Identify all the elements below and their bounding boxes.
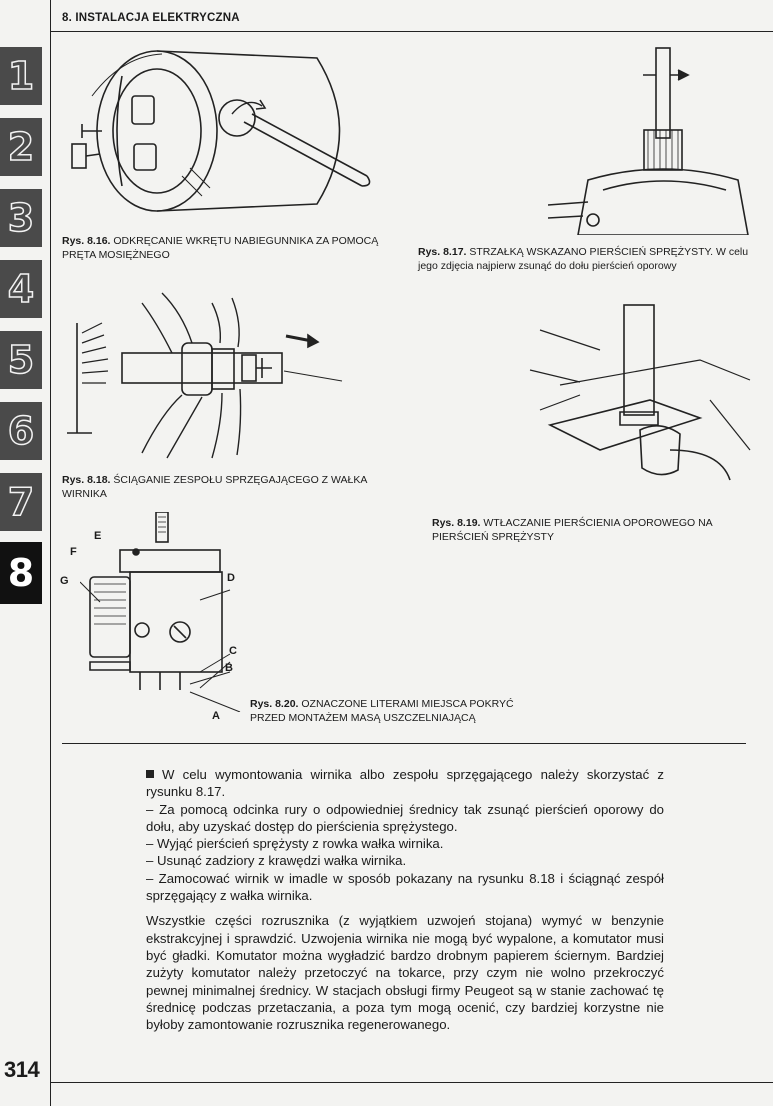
caption-number: Rys. 8.20.	[250, 698, 299, 710]
square-bullet-icon	[146, 770, 154, 778]
caption-text: ŚCIĄGANIE ZESPOŁU SPRZĘGAJĄCEGO Z WAŁKA WIRNIKA	[62, 474, 367, 500]
chapter-tab-1: 1	[0, 47, 42, 105]
figure-8-17-snap-ring	[548, 40, 753, 235]
caption-number: Rys. 8.16.	[62, 235, 111, 247]
body-paragraph: Wszystkie części rozrusznika (z wyjątkiem uzwojeń stojana) wymyć w benzynie ekstrakcyjnej i sprawdzić. Uzwojenia wirnika nie mogą być wypalone, a komutator musi być gładki. Komutator można wygładzić bardzo drobnym papierem ściernym. Bardziej zużyty komutator należy przetoczyć na tokarce, przy czym nie wolno przekroczyć pewnej minimalnej średnicy. W stacjach obsługi firmy Peugeot są w stanie zachować tę średnicę podczas przetaczania, a poza tym mogą ocenić, czy bardziej korzystne nie byłoby zamontowanie rozrusznika regenerowanego.	[146, 913, 664, 1033]
body-intro: W celu wymontowania wirnika albo zespołu sprzęgającego należy skorzystać z rysunku 8.17.	[146, 767, 664, 800]
figure-8-20-sealing-points	[80, 512, 250, 712]
caption-number: Rys. 8.17.	[418, 246, 467, 258]
chapter-header-title: 8. INSTALACJA ELEKTRYCZNA	[62, 12, 240, 24]
caption-text: WTŁACZANIE PIERŚCIENIA OPOROWEGO NA PIERŚCIEŃ SPRĘŻYSTY	[432, 517, 713, 543]
fig-label-B: B	[225, 662, 233, 674]
caption-fig-8-17	[418, 246, 758, 273]
caption-text: OZNACZONE LITERAMI MIEJSCA POKRYĆ PRZED MONTAŻEM MASĄ USZCZELNIAJĄCĄ	[250, 698, 514, 724]
chapter-tab-4: 4	[0, 260, 42, 318]
body-text	[146, 766, 664, 1033]
fig-label-D: D	[227, 572, 235, 584]
fig-label-E: E	[94, 530, 102, 542]
chapter-tab-2: 2	[0, 118, 42, 176]
chapter-tab-7: 7	[0, 473, 42, 531]
chapter-tab-6: 6	[0, 402, 42, 460]
caption-number: Rys. 8.18.	[62, 474, 111, 486]
chapter-tab-8-active: 8	[0, 542, 42, 604]
body-step: – Usunąć zadziory z krawędzi wałka wirnika.	[146, 853, 407, 869]
fig-label-C: C	[229, 645, 237, 657]
chapter-tab-3: 3	[0, 189, 42, 247]
caption-text: STRZAŁKĄ WSKAZANO PIERŚCIEŃ SPRĘŻYSTY. W celu jego zdjęcia najpierw zsunąć do dołu pierścień oporowy	[418, 246, 749, 272]
fig-label-G: G	[60, 575, 69, 587]
caption-fig-8-19	[432, 517, 762, 544]
figure-8-16-starter-pole-screw	[62, 36, 392, 228]
figure-8-19-pressing-ring	[520, 300, 760, 500]
fig-label-F: F	[70, 546, 77, 558]
caption-fig-8-18	[62, 474, 392, 501]
page-margin-rule	[50, 0, 51, 1106]
caption-number: Rys. 8.19.	[432, 517, 481, 529]
caption-text: ODKRĘCANIE WKRĘTU NABIEGUNNIKA ZA POMOCĄ PRĘTA MOSIĘŻNEGO	[62, 235, 379, 261]
body-step: – Wyjąć pierścień sprężysty z rowka wałka wirnika.	[146, 836, 444, 852]
body-step: – Zamocować wirnik w imadle w sposób pokazany na rysunku 8.18 i ściągnąć zespół sprzęgający z wałka wirnika.	[146, 870, 664, 904]
fig-label-A: A	[212, 710, 220, 722]
body-intro-paragraph	[146, 766, 664, 801]
body-divider	[62, 743, 746, 744]
caption-fig-8-16	[62, 235, 392, 262]
caption-fig-8-20	[250, 698, 540, 725]
header-divider	[50, 31, 773, 32]
page-number: 314	[4, 1057, 40, 1082]
figure-8-18-pulling-clutch	[62, 283, 347, 468]
footer-divider	[50, 1082, 773, 1083]
body-step: – Za pomocą odcinka rury o odpowiedniej średnicy tak zsunąć pierścień oporowy do dołu, aby uzyskać dostęp do pierścienia sprężystego.	[146, 801, 664, 834]
chapter-tab-5: 5	[0, 331, 42, 389]
